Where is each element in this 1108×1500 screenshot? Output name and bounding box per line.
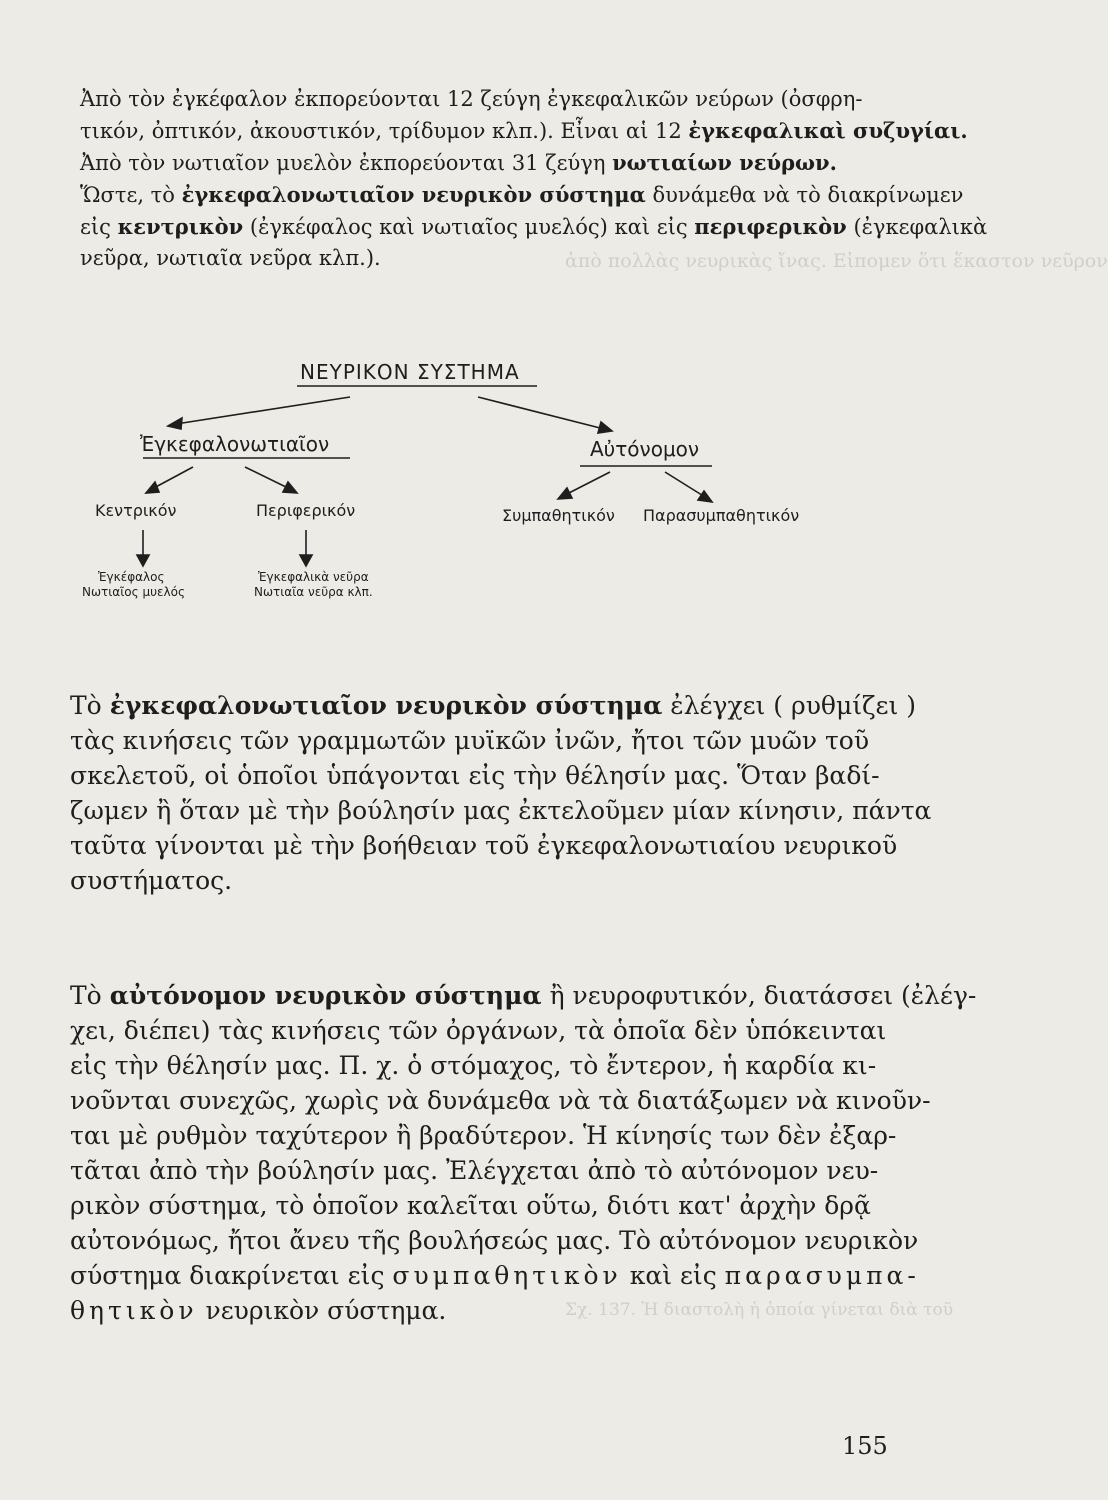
an-line-3: εἰς τὴν θέλησίν μας. Π. χ. ὁ στόμαχος, τὸ ἔντερον, ἡ καρδία κι- [70,1051,877,1080]
cs-term-cerebrospinal: ἐγκεφαλονωτιαῖον νευρικὸν σύστημα [109,691,663,720]
an-term-parasympathetic-cont: θητικὸν [70,1296,198,1325]
term-cranial-nerve-pairs: ἐγκεφαλικαὶ συζυγίαι. [688,118,968,143]
diagram-spinal-nerves-label: Νωτιαῖα νεῦρα κλπ. [254,585,373,599]
an-line-9-text-c: καὶ εἰς [621,1261,725,1290]
cs-line-1-text-a: Τὸ [70,691,110,720]
diagram-cranial-nerves-label: Ἐγκεφαλικὰ νεῦρα [258,570,369,584]
an-line-1 [70,978,977,1013]
intro-line-6: νεῦρα, νωτιαῖα νεῦρα κλπ.). [80,246,381,270]
arrowhead-right-sympathetic [558,488,572,499]
term-cerebrospinal-system: ἐγκεφαλονωτιαῖον νευρικὸν σύστημα [181,182,646,207]
autonomic-paragraph [70,978,977,1328]
an-term-autonomic: αὐτόνομον νευρικὸν σύστημα [109,981,542,1010]
term-spinal-nerves: νωτιαίων νεύρων. [612,150,837,175]
arrow-right-parasympathetic [665,472,705,497]
an-line-9 [70,1258,920,1293]
an-line-1-text-c: ἢ νευροφυτικόν, διατάσσει (ἐλέγ- [541,981,977,1010]
arrowhead-root-right [598,422,612,433]
cs-line-5: ταῦτα γίνονται μὲ τὴν βοήθειαν τοῦ ἐγκεφαλονωτιαίου νευρικοῦ [70,831,898,860]
diagram-peripheral-label: Περιφερικόν [256,501,356,520]
diagram-lines [0,0,1047,620]
diagram-sympathetic-label: Συμπαθητικόν [502,506,615,525]
intro-line-5-text-e: (ἐγκεφαλικὰ [846,215,988,239]
diagram-cerebrospinal-label: Ἐγκεφαλονωτιαῖον [140,432,330,456]
term-peripheral: περιφερικὸν [694,214,847,239]
arrow-right-sympathetic [565,472,610,495]
an-line-7: ρικὸν σύστημα, τὸ ὁποῖον καλεῖται οὕτω, διότι κατ' ἀρχὴν δρᾷ [70,1191,871,1220]
arrowhead-root-left [168,418,182,429]
an-line-1-text-a: Τὸ [70,981,110,1010]
bleed-through-caption: Σχ. 137. Ἡ διαστολὴ ἡ ὁποία γίνεται διὰ τοῦ [565,1300,954,1320]
arrowhead-right-parasympathetic [698,491,712,502]
diagram-brain-label: Ἐγκέφαλος [98,570,165,584]
an-line-9-text-a: σύστημα διακρίνεται εἰς [70,1261,393,1290]
arrow-left-peripheral [245,467,290,489]
arrow-root-left [176,397,350,424]
cs-line-4: ζωμεν ἢ ὅταν μὲ τὴν βούλησίν μας ἐκτελοῦμεν μίαν κίνησιν, πάντα [70,796,932,825]
diagram-parasympathetic-label: Παρασυμπαθητικόν [643,506,800,525]
cs-line-6: συστήματος. [70,866,233,895]
page-number: 155 [842,1432,888,1460]
term-central: κεντρικὸν [117,214,244,239]
intro-line-3-text: Ἀπὸ τὸν νωτιαῖον μυελὸν ἐκπορεύονται 31 ζεύγη [80,151,613,175]
arrow-left-central [152,467,193,489]
an-term-parasympathetic: παρασυμπα- [724,1261,920,1290]
an-line-5: ται μὲ ρυθμὸν ταχύτερον ἢ βραδύτερον. Ἡ κίνησίς των δὲν ἐξαρ- [70,1121,897,1150]
diagram-central-label: Κεντρικόν [95,501,177,520]
arrowhead-peripheral-down [300,555,312,566]
cs-line-2: τὰς κινήσεις τῶν γραμμωτῶν μυϊκῶν ἰνῶν, ἤτοι τῶν μυῶν τοῦ [70,726,870,755]
intro-line-5-text-a: εἰς [80,215,118,239]
intro-line-1: Ἀπὸ τὸν ἐγκέφαλον ἐκπορεύονται 12 ζεύγη ἐγκεφαλικῶν νεύρων (ὀσφρη- [80,87,863,111]
an-line-10-text-b: νευρικὸν σύστημα. [197,1296,447,1325]
an-line-4: νοῦνται συνεχῶς, χωρὶς νὰ δυνάμεθα νὰ τὰ διατάξωμεν νὰ κινοῦν- [70,1086,931,1115]
diagram-spinal-cord-label: Νωτιαῖος μυελός [82,585,186,599]
intro-line-5-text-c: (ἐγκέφαλος καὶ νωτιαῖος μυελός) καὶ εἰς [243,215,695,239]
an-line-2: χει, διέπει) τὰς κινήσεις τῶν ὀργάνων, τὰ ὁποῖα δὲν ὑπόκεινται [70,1016,887,1045]
an-term-sympathetic: συμπαθητικὸν [392,1261,622,1290]
an-line-6: τᾶται ἀπὸ τὴν βούλησίν μας. Ἐλέγχεται ἀπὸ τὸ αὐτόνομον νευ- [70,1156,879,1185]
arrowhead-central-down [137,555,149,566]
intro-line-2-text: τικόν, ὀπτικόν, ἀκουστικόν, τρίδυμον κλπ.). Εἶναι αἱ 12 [80,119,689,143]
intro-line-4-text-a: Ὥστε, τὸ [80,183,182,207]
diagram-root-label: ΝΕΥΡΙΚΟΝ ΣΥΣΤΗΜΑ [300,360,520,384]
cerebrospinal-paragraph [70,688,932,898]
cs-line-3: σκελετοῦ, οἱ ὁποῖοι ὑπάγονται εἰς τὴν θέλησίν μας. Ὅταν βαδί- [70,761,880,790]
an-line-10 [70,1293,890,1328]
diagram-autonomic-label: Αὐτόνομον [590,437,700,461]
cs-line-1 [70,688,916,723]
cs-line-1-text-c: ἐλέγχει ( ρυθμίζει ) [662,691,916,720]
arrowhead-left-peripheral [283,482,297,493]
intro-line-4-text-c: δυνάμεθα νὰ τὸ διακρίνωμεν [645,183,964,207]
an-line-8: αὐτονόμως, ἤτοι ἄνευ τῆς βουλήσεώς μας. Τὸ αὐτόνομον νευρικὸν [70,1226,919,1255]
bleed-through-text: ἀπὸ πολλὰς νευρικὰς ἴνας. Εἰπομεν ὅτι ἕκαστον νεῦρον [565,250,1108,272]
arrowhead-left-central [146,482,159,493]
arrow-root-right [478,397,604,429]
